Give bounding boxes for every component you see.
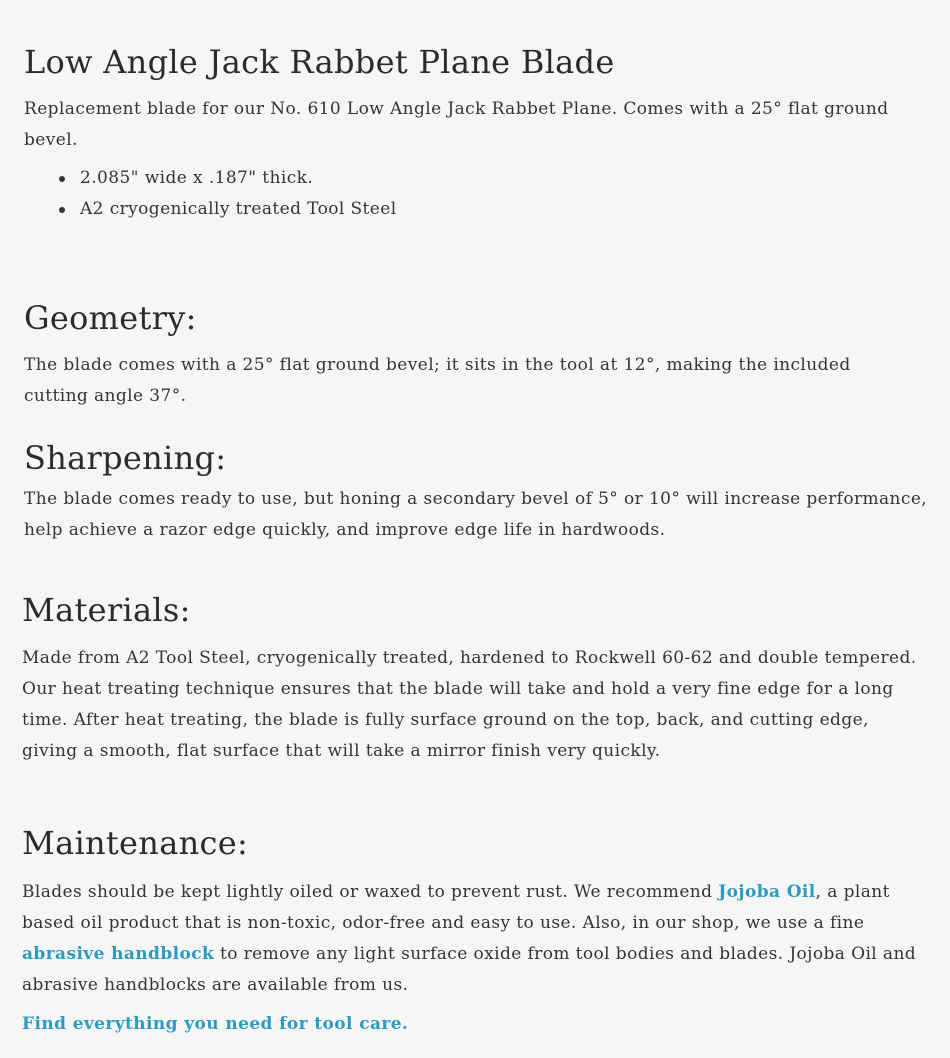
jojoba-oil-link[interactable]: Jojoba Oil — [718, 882, 816, 902]
bullet-icon — [59, 207, 65, 213]
intro-description: Replacement blade for our No. 610 Low Angle Jack Rabbet Plane. Comes with a 25° flat ground bevel. — [24, 99, 889, 150]
maintenance-text-part: , a plant based oil product that is non-toxic, odor-free and easy to use. Also, in our shop, we use a fine — [22, 882, 890, 933]
materials-heading: Materials: — [22, 591, 191, 629]
feature-list — [56, 163, 397, 225]
feature-text: 2.085" wide x .187" thick. — [80, 168, 314, 188]
geometry-heading: Geometry: — [24, 299, 197, 337]
feature-text: A2 cryogenically treated Tool Steel — [80, 199, 397, 219]
bullet-icon — [59, 176, 65, 182]
abrasive-handblock-link[interactable]: abrasive handblock — [22, 944, 215, 964]
list-item — [56, 163, 397, 194]
tool-care-link[interactable]: Find everything you need for tool care. — [22, 1014, 409, 1034]
materials-text: Made from A2 Tool Steel, cryogenically treated, hardened to Rockwell 60-62 and double tempered. Our heat treating technique ensures that the blade will take and hold a very fine edge for a long time. After heat treating, the blade is fully surface ground on the top, back, and cutting edge, giving a smooth, flat surface that will take a mirror finish very quickly. — [22, 648, 917, 761]
maintenance-text-part: Blades should be kept lightly oiled or waxed to prevent rust. We recommend — [22, 882, 719, 902]
maintenance-text — [22, 877, 927, 1001]
page-title: Low Angle Jack Rabbet Plane Blade — [24, 43, 615, 81]
list-item — [56, 194, 397, 225]
sharpening-heading: Sharpening: — [24, 439, 227, 477]
sharpening-text: The blade comes ready to use, but honing a secondary bevel of 5° or 10° will increase performance, help achieve a razor edge quickly, and improve edge life in hardwoods. — [24, 489, 928, 540]
maintenance-heading: Maintenance: — [22, 824, 249, 862]
tool-care-paragraph — [22, 1009, 927, 1040]
maintenance-text-part: to remove any light surface oxide from tool bodies and blades. Jojoba Oil and abrasive handblocks are available from us. — [22, 944, 917, 995]
geometry-text: The blade comes with a 25° flat ground bevel; it sits in the tool at 12°, making the included cutting angle 37°. — [24, 355, 851, 406]
